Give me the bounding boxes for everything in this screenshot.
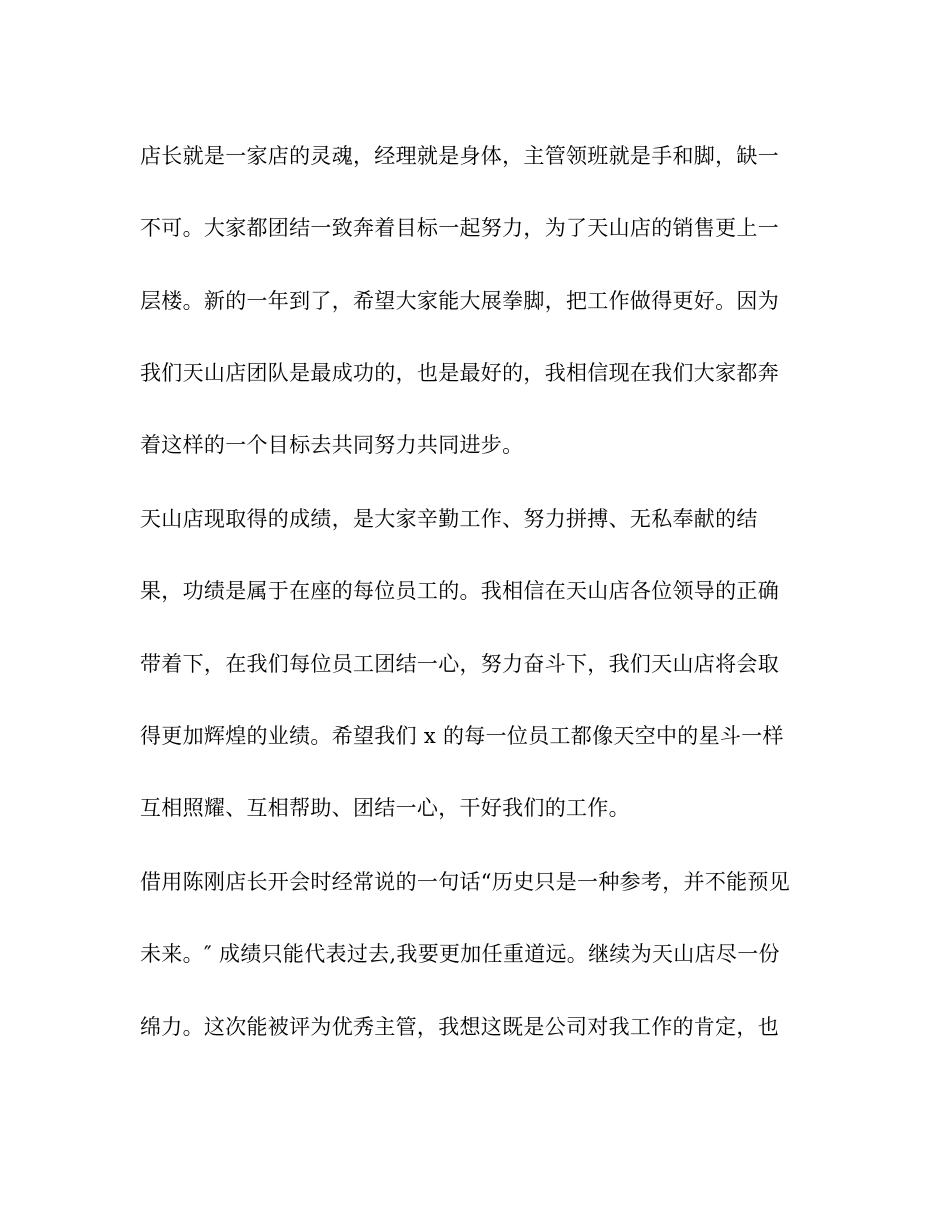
text-line: 不可。大家都团结一致奔着目标一起努力，为了天山店的销售更上一 bbox=[140, 216, 779, 240]
text-line: 着这样的一个目标去共同努力共同进步。 bbox=[140, 433, 524, 457]
text-line: 我们天山店团队是最成功的，也是最好的，我相信现在我们大家都奔 bbox=[140, 361, 779, 385]
text-line: 天山店现取得的成绩，是大家辛勤工作、努力拼搏、无私奉献的结 bbox=[140, 507, 758, 531]
text-line: 得更加辉煌的业绩。希望我们 x 的每一位员工都像天空中的星斗一样 bbox=[140, 724, 784, 748]
text-line: 绵力。这次能被评为优秀主管，我想这既是公司对我工作的肯定，也 bbox=[140, 1015, 779, 1039]
text-line: 层楼。新的一年到了，希望大家能大展拳脚，把工作做得更好。因为 bbox=[140, 289, 779, 313]
text-line: 借用陈刚店长开会时经常说的一句话“历史只是一种参考，并不能预见 bbox=[140, 870, 791, 894]
text-line: 带着下，在我们每位员工团结一心，努力奋斗下，我们天山店将会取 bbox=[140, 652, 779, 676]
text-line: 互相照耀、互相帮助、团结一心，干好我们的工作。 bbox=[140, 796, 630, 820]
text-line: 果，功绩是属于在座的每位员工的。我相信在天山店各位领导的正确 bbox=[140, 579, 779, 603]
text-line: 未来。″ 成绩只能代表过去,我要更加任重道远。继续为天山店尽一份 bbox=[140, 942, 780, 966]
text-line: 店长就是一家店的灵魂，经理就是身体，主管领班就是手和脚，缺一 bbox=[140, 144, 779, 168]
